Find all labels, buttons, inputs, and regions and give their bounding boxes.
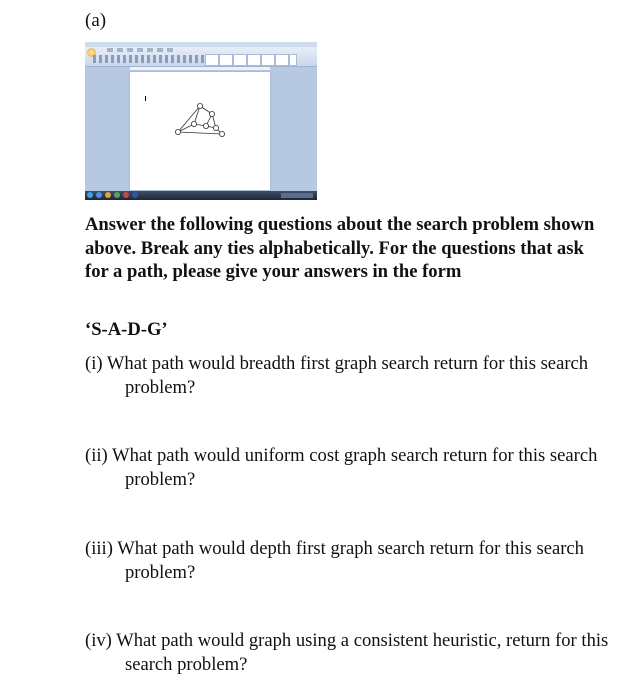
graph-node [191,121,196,126]
question-4: (iv) What path would graph using a consistent heuristic, return for this search problem? [85,630,609,675]
graph-node [175,129,180,134]
folder-icon [105,192,111,198]
ribbon-toolbar [85,47,317,67]
graph-node [219,131,224,136]
ribbon-tabs [107,48,177,52]
instructions-paragraph: Answer the following questions about the search problem shown above. Break any ties alphabetically. For the questions that ask for a path, please give your answers in the form [85,214,595,282]
graph-node [213,125,218,130]
graph-node [209,111,214,116]
question-2: (ii) What path would uniform cost graph search return for this search problem? [85,445,598,490]
graph-node [203,123,208,128]
word-icon [132,192,138,198]
question-3: (iii) What path would depth first graph search return for this search problem? [85,538,584,583]
system-tray [281,193,313,198]
figure-label: (a) [85,10,107,31]
start-icon [87,192,93,198]
question-1: (i) What path would breadth first graph search return for this search problem? [85,353,589,398]
styles-gallery [205,54,297,66]
taskbar [85,191,317,200]
media-icon [114,192,120,198]
search-graph-diagram [170,98,230,142]
graph-node [197,103,202,108]
embedded-word-screenshot [85,42,317,200]
document-page [130,72,270,190]
ruler [130,67,270,70]
text-caret [145,96,146,101]
browser-icon [96,192,102,198]
path-format-example: ‘S-A-D-G’ [85,319,168,340]
app-icon [123,192,129,198]
